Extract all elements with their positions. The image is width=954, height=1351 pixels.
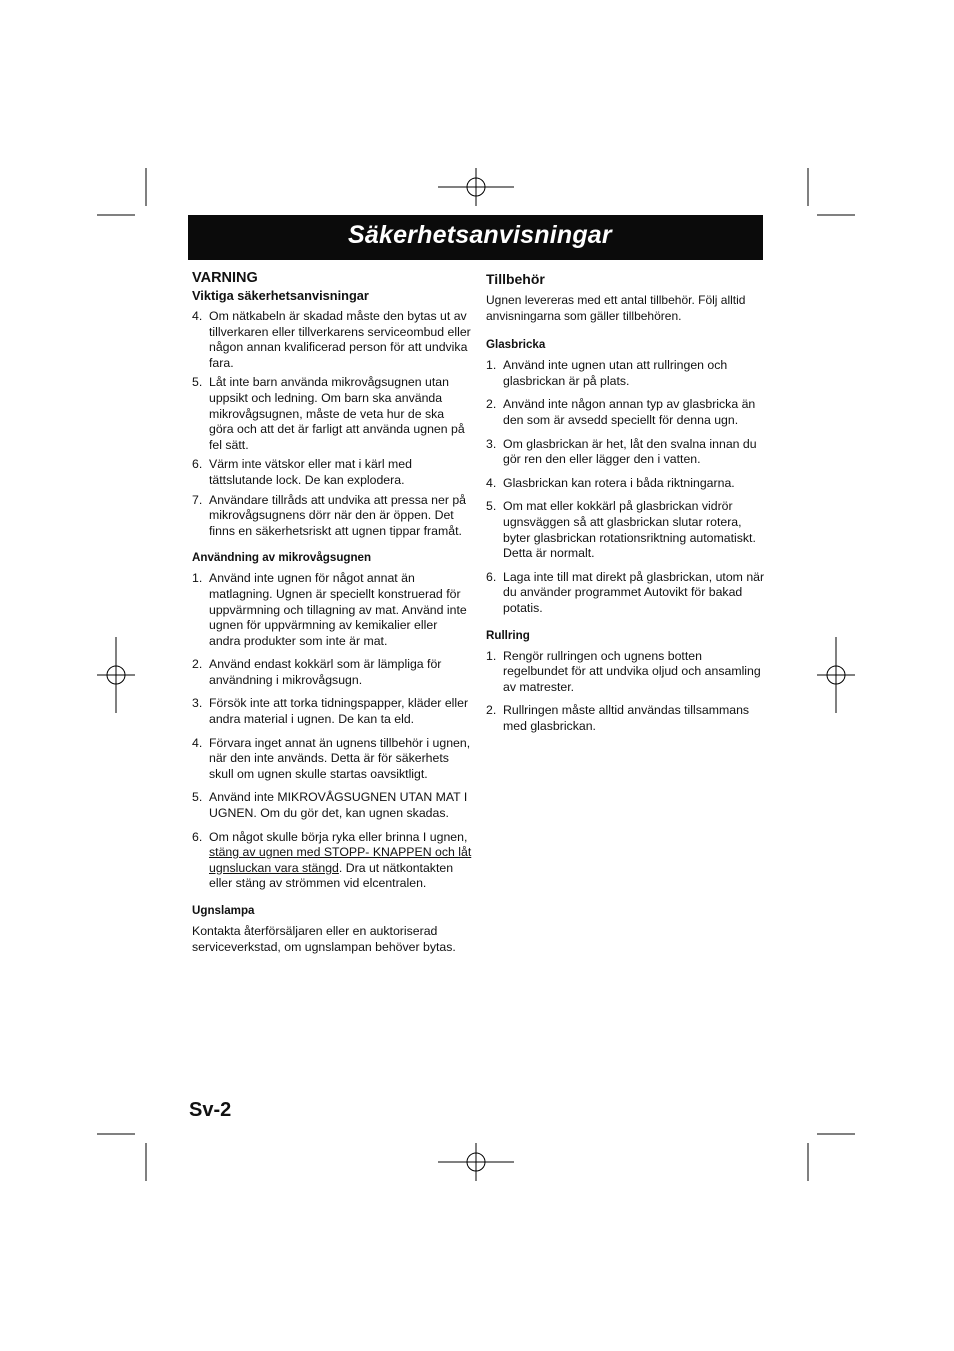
list-item: 5. Använd inte MIKROVÅGSUGNEN UTAN MAT I UGNEN. Om du gör det, kan ugnen skadas. xyxy=(192,790,468,821)
warning-heading: VARNING xyxy=(192,270,258,286)
accessories-intro: Ugnen levereras med ett antal tillbehör. Följ alltid anvisningarna som gäller tillbehören. xyxy=(486,293,746,323)
page-title: Säkerhetsanvisningar xyxy=(348,221,612,249)
list-item: 2. Använd inte någon annan typ av glasbricka än den som är avsedd speciellt för denna ugn. xyxy=(486,397,756,427)
list-item: 2. Rullringen måste alltid användas tillsammans med glasbrickan. xyxy=(486,703,750,733)
list-item: 1. Använd inte ugnen för något annat än matlagning. Ugnen är speciellt konstruerad för uppvärmning och tillagning av mat. Använd inte ugnen för uppvärmning av kemikalier eller andra produkter som inte är mat. xyxy=(192,571,467,648)
left-column xyxy=(192,270,472,955)
list-item: 1. Använd inte ugnen utan att rullringen och glasbrickan är på plats. xyxy=(486,358,728,388)
title-banner xyxy=(188,215,763,260)
page-number: Sv-2 xyxy=(189,1099,232,1121)
usage-heading: Användning av mikrovågsugnen xyxy=(192,551,372,565)
list-item: 5. Låt inte barn använda mikrovågsugnen utan uppsikt och ledning. Om barn ska använda mikrovågsugnen, måste de veta hur de ska göra och att det är farligt att använda ugnen på fel sätt. xyxy=(192,375,465,452)
glass-tray-list xyxy=(486,358,768,616)
list-item: 4. Förvara inget annat än ugnens tillbehör i ugnen, när den inte används. Detta är för säkerhets skull om ugnen skulle startas oavsiktligt. xyxy=(192,735,471,781)
roller-ring-list xyxy=(486,649,768,735)
list-item: 3. Försök inte att torka tidningspapper, kläder eller andra material i ugnen. De kan ta eld. xyxy=(192,696,469,727)
list-item: 6. Om något skulle börja ryka eller brinna I ugnen, stäng av ugnen med STOPP- KNAPPEN och låt ugnsluckan vara stängd. Dra ut nätkontakten eller stäng av strömmen vid elcentralen. xyxy=(192,829,472,891)
underlined-instruction: stäng av ugnen med STOPP- KNAPPEN och låt ugnsluckan vara stängd xyxy=(209,845,472,875)
safety-subheading: Viktiga säkerhetsanvisningar xyxy=(192,288,369,303)
list-item: 1. Rengör rullringen och ugnens botten regelbundet för att undvika oljud och ansamling av matrester. xyxy=(486,648,761,694)
usage-list xyxy=(192,571,472,892)
glass-tray-heading: Glasbricka xyxy=(486,338,546,352)
list-item: 2. Använd endast kokkärl som är lämpliga för användning i mikrovågsugn. xyxy=(192,657,442,687)
right-column xyxy=(486,271,768,734)
list-item: 6. Laga inte till mat direkt på glasbrickan, utom när du använder programmet Autovikt för bakad potatis. xyxy=(486,569,765,615)
list-item: 5. Om mat eller kokkärl på glasbrickan vidrör ugnsväggen så att glasbrickan slutar rotera, byter glasbrickan rotationsriktning automatiskt. Detta är normalt. xyxy=(486,499,756,561)
safety-list xyxy=(192,309,472,539)
accessories-heading: Tillbehör xyxy=(486,271,545,287)
list-item: 3. Om glasbrickan är het, låt den svalna innan du gör ren den eller lägger den i vatten. xyxy=(486,436,757,467)
lamp-text: Kontakta återförsäljaren eller en auktoriserad serviceverkstad, om ugnslampan behöver bytas. xyxy=(192,924,456,954)
list-item: 6. Värm inte vätskor eller mat i kärl med tättslutande lock. De kan explodera. xyxy=(192,457,412,487)
list-item: 7. Användare tillråds att undvika att pressa ner på mikrovågsugnens dörr när den är öppen. Det finns en säkerhetsriskt att ugnen tippar framåt. xyxy=(192,492,467,538)
lamp-heading: Ugnslampa xyxy=(192,904,255,917)
roller-ring-heading: Rullring xyxy=(486,628,530,642)
list-item: 4. Glasbrickan kan rotera i båda riktningarna. xyxy=(486,475,735,490)
list-item: 4. Om nätkabeln är skadad måste den bytas ut av tillverkaren eller tillverkarens serviceombud eller någon annan kvalificerad person för att undvika fara. xyxy=(192,309,471,370)
